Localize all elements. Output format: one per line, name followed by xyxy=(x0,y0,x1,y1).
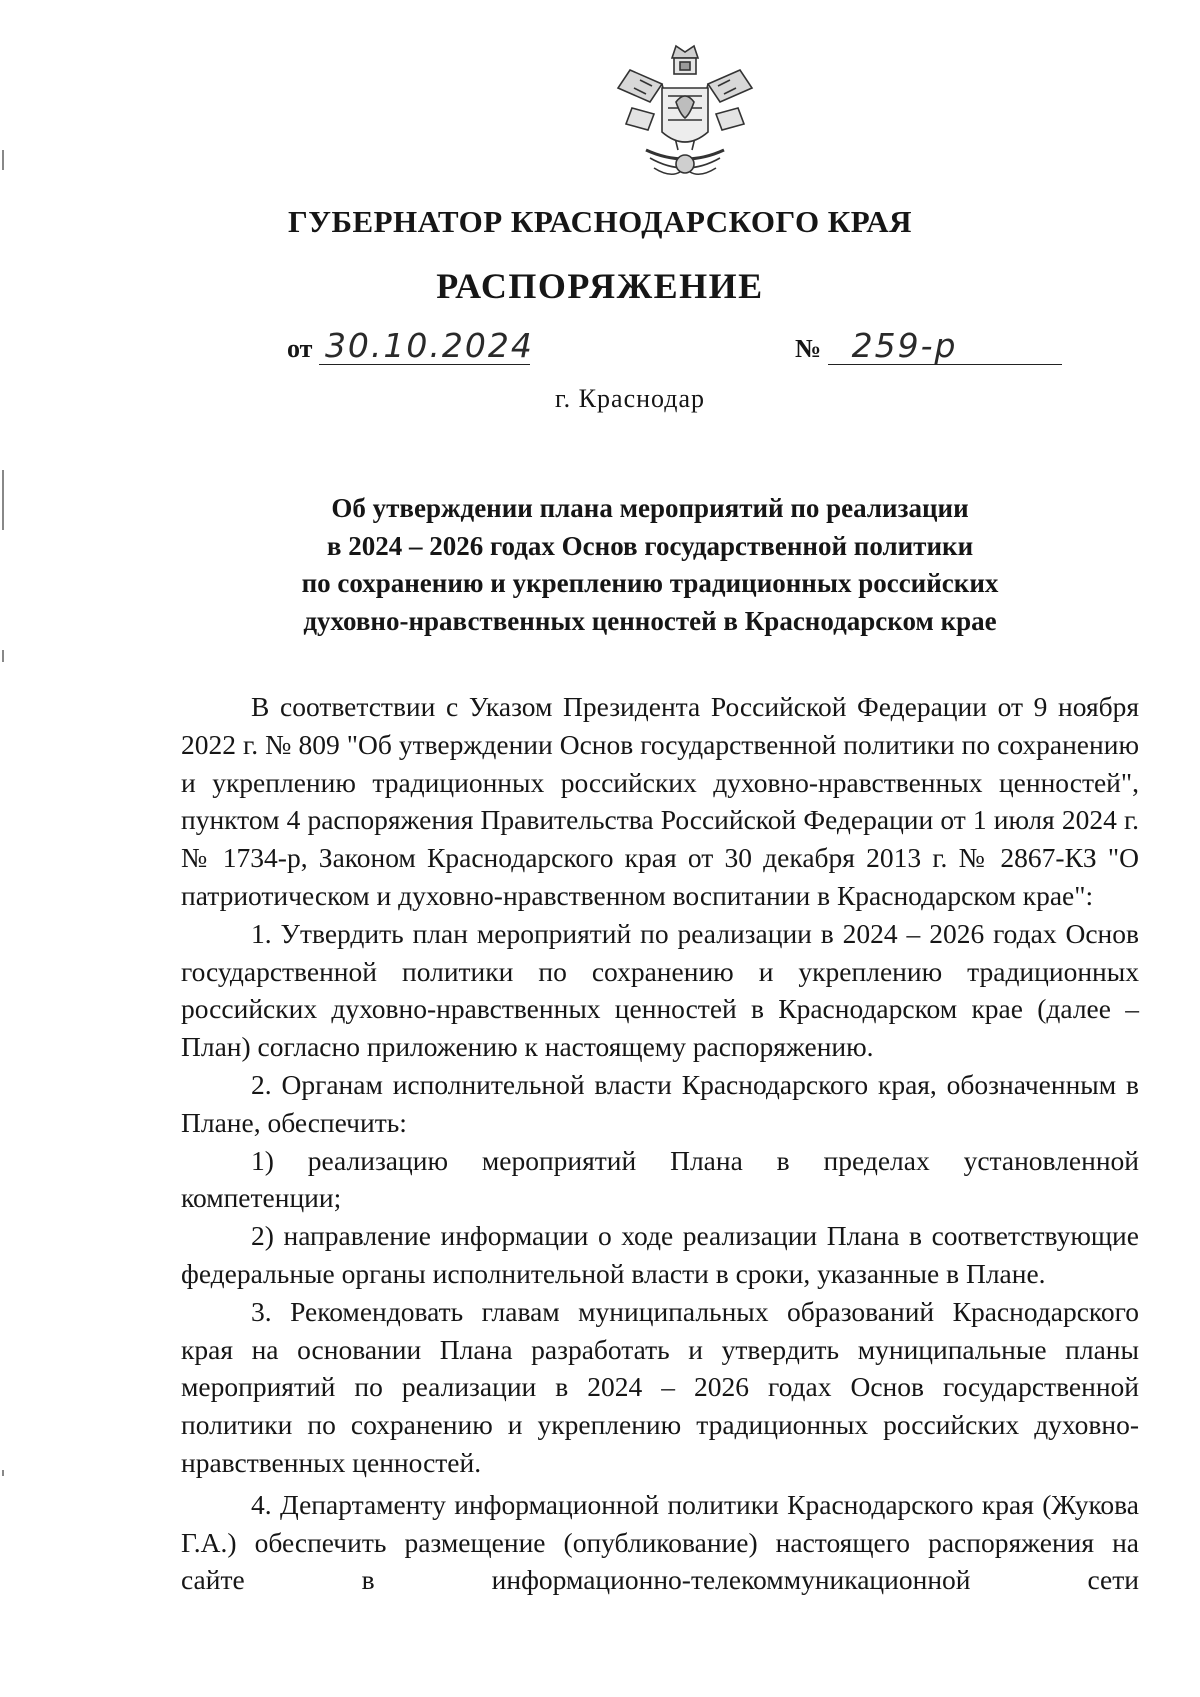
scan-edge-mark xyxy=(2,470,4,530)
scan-edge-mark xyxy=(2,150,4,170)
body-paragraph: 2) направление информации о ходе реализации Плана в соответствующие федеральные органы исполнительной власти в сроки, указанные в Плане. xyxy=(181,1220,1139,1289)
date-prefix: от xyxy=(287,334,313,363)
title-line: Об утверждении плана мероприятий по реализации xyxy=(331,493,969,523)
coat-of-arms-icon xyxy=(610,40,760,190)
handwritten-date: 30.10.2024 xyxy=(319,328,530,365)
document-place: г. Краснодар xyxy=(554,384,706,413)
handwritten-number: 259-р xyxy=(828,328,1062,365)
body-paragraph: 3. Рекомендовать главам муниципальных образований Краснодарского края на основании Плана разработать и утвердить муниципальные планы мероприятий по реализации в 2024 – 2026 годах Основ государственной политики по сохранению и укреплению традиционных российских духовно-нравственных ценностей. xyxy=(181,1295,1139,1478)
title-line: духовно-нравственных ценностей в Краснодарском крае xyxy=(303,605,997,636)
document-type: РАСПОРЯЖЕНИЕ xyxy=(436,266,764,306)
title-line: в 2024 – 2026 годах Основ государственной политики xyxy=(326,530,974,561)
document-title xyxy=(250,490,1050,640)
scan-edge-mark xyxy=(2,650,4,662)
number-prefix: № xyxy=(795,334,822,363)
scan-edge-mark xyxy=(2,1470,4,1476)
document-date xyxy=(287,326,534,365)
body-paragraph: В соответствии с Указом Президента Российской Федерации от 9 ноября 2022 г. № 809 "Об утверждении Основ государственной политики по сохранению и укреплению традиционных российских духовно-нравственных ценностей", пунктом 4 распоряжения Правительства Российской Федерации от 1 июля 2024 г. № 1734-р, Законом Краснодарского края от 30 декабря 2013 г. № 2867-КЗ "О патриотическом и духовно-нравственном воспитании в Краснодарском крае": xyxy=(181,691,1139,911)
document-number xyxy=(795,328,1062,365)
title-line: по сохранению и укреплению традиционных российских xyxy=(301,568,999,598)
document-body xyxy=(181,688,1139,1599)
body-paragraph: 4. Департаменту информационной политики Краснодарского края (Жукова Г.А.) обеспечить размещение (опубликование) настоящего распоряжения на сайте в информационно-телекоммуникационной сети xyxy=(181,1488,1139,1596)
body-paragraph: 1. Утвердить план мероприятий по реализации в 2024 – 2026 годах Основ государственной политики по сохранению и укреплению традиционных российских духовно-нравственных ценностей в Краснодарском крае (далее – План) согласно приложению к настоящему распоряжению. xyxy=(181,917,1139,1063)
body-paragraph: 1) реализацию мероприятий Плана в пределах установленной компетенции; xyxy=(181,1144,1139,1214)
body-paragraph: 2. Органам исполнительной власти Краснодарского края, обозначенным в Плане, обеспечить: xyxy=(181,1068,1139,1138)
issuing-authority: ГУБЕРНАТОР КРАСНОДАРСКОГО КРАЯ xyxy=(287,204,913,239)
